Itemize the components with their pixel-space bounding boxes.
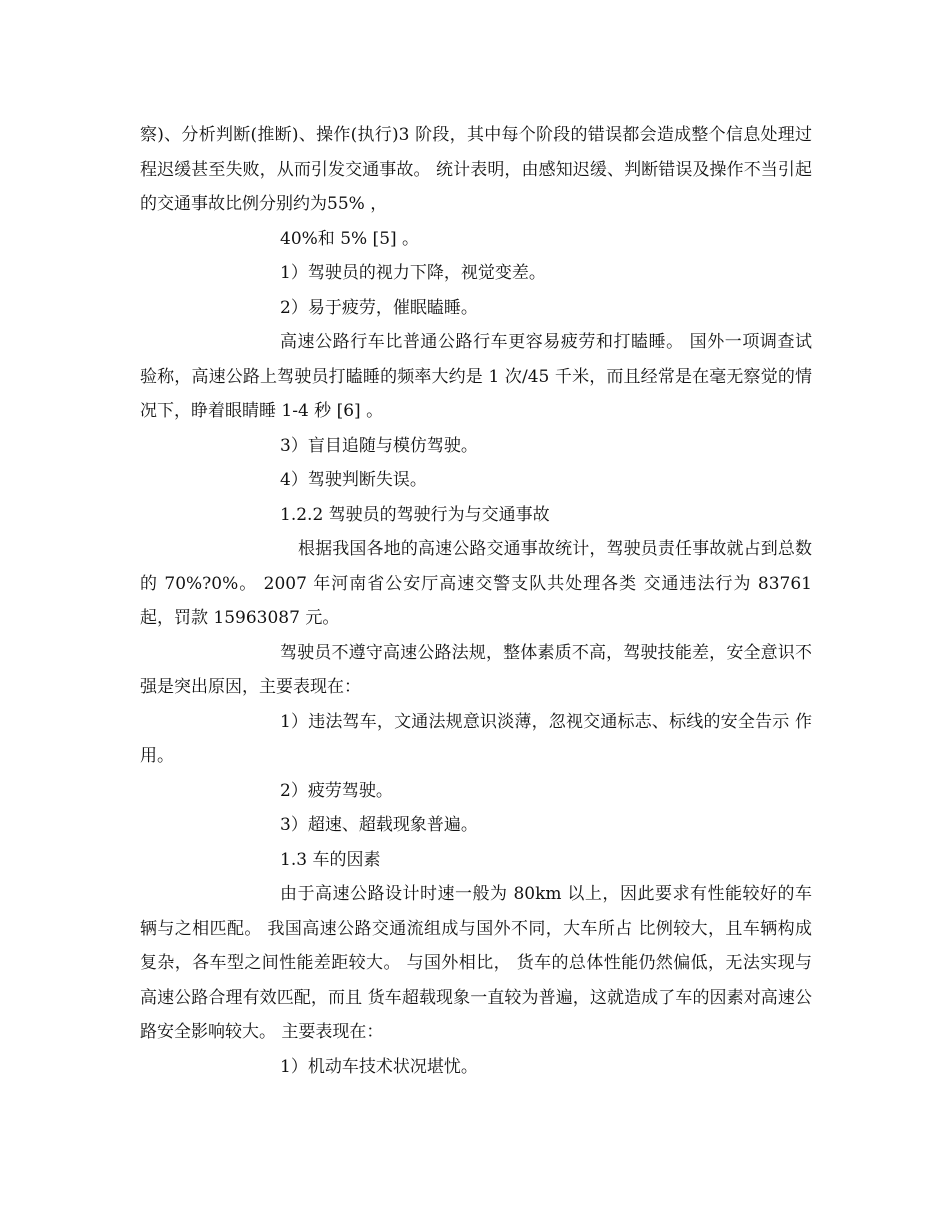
list-item: 2）疲劳驾驶。 <box>280 780 393 801</box>
paragraph: 40%和 5% [5] 。 <box>280 228 420 249</box>
list-item: 4）驾驶判断失误。 <box>280 470 427 490</box>
list-item: 1）违法驾车，文通法规意识淡薄，忽视交通标志、标线的安全告示 作用。 <box>140 711 812 766</box>
list-item: 2）易于疲劳，催眠瞌睡。 <box>280 297 478 318</box>
list-item: 3）超速、超载现象普遍。 <box>280 815 478 835</box>
section-heading: 1.3 车的因素 <box>280 849 381 870</box>
paragraph: 察)、分析判断(推断)、操作(执行)3 阶段，其中每个阶段的错误都会造成整个信息处理过程迟缓甚至失败，从而引发交通事故。 统计表明，由感知迟缓、判断错误及操作不当引起的交通事故比例分别约为55% ， <box>140 125 812 214</box>
paragraph: 由于高速公路设计时速一般为 80km 以上，因此要求有性能较好的车辆与之相匹配。 我国高速公路交通流组成与国外不同，大车所占 比例较大，且车辆构成复杂，各车型之间性能差距较大。 与国外相比， 货车的总体性能仍然偏低，无法实现与高速公路合理有效匹配，而且 货车超载现象一直较为普遍，这就造成了车的因素对高速公路安全影响较大。 主要表现在： <box>140 884 812 1042</box>
list-item: 1）机动车技术状况堪忧。 <box>280 1056 478 1077</box>
list-item: 1）驾驶员的视力下降，视觉变差。 <box>280 263 546 283</box>
paragraph: 根据我国各地的高速公路交通事故统计，驾驶员责任事故就占到总数的 70%?0%。 2007 年河南省公安厅高速交警支队共处理各类 交通违法行为 83761 起，罚款 15963087 元。 <box>140 539 812 628</box>
document-body <box>140 118 812 1084</box>
list-item: 3）盲目追随与模仿驾驶。 <box>280 435 478 456</box>
paragraph: 驾驶员不遵守高速公路法规，整体素质不高，驾驶技能差，安全意识不强是突出原因，主要表现在： <box>140 642 812 697</box>
paragraph: 高速公路行车比普通公路行车更容易疲劳和打瞌睡。 国外一项调查试验称，高速公路上驾驶员打瞌睡的频率大约是 1 次/45 千米，而且经常是在毫无察觉的情况下，睁着眼睛睡 1-4 秒 [6] 。 <box>140 332 812 421</box>
section-heading: 1.2.2 驾驶员的驾驶行为与交通事故 <box>280 504 550 525</box>
